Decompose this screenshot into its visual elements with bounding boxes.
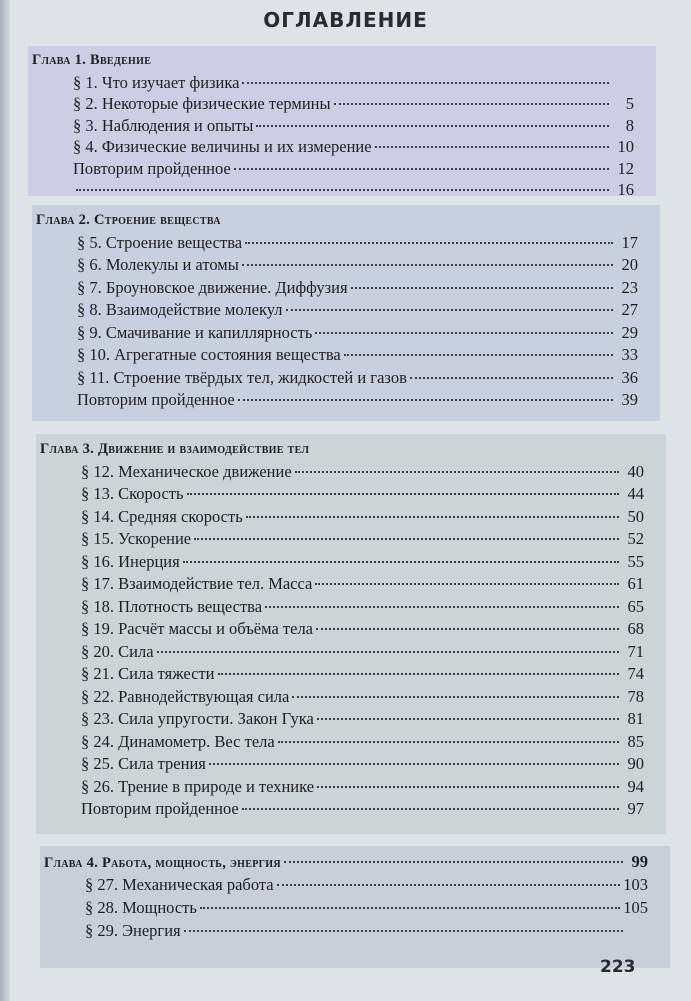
dot-leader [334, 103, 609, 105]
toc-entry-page: 12 [617, 158, 634, 178]
toc-entry[interactable] [36, 573, 644, 596]
toc-entry[interactable] [36, 461, 644, 484]
toc-entry[interactable] [32, 277, 638, 300]
toc-entry-title: Повторим пройденное [77, 390, 235, 409]
dot-leader [256, 125, 609, 127]
toc-entry-page: 23 [621, 277, 638, 297]
dot-leader [218, 673, 619, 675]
toc-entry-page: 61 [627, 574, 644, 593]
toc-entry-title: Повторим пройденное [73, 158, 231, 178]
toc-entry[interactable] [28, 158, 634, 180]
toc-entry-title: § 17. Взаимодействие тел. Масса [81, 574, 313, 593]
chapter-block-2 [32, 205, 660, 421]
toc-entry-title: § 7. Броуновское движение. Диффузия [77, 277, 348, 297]
chapter-page-number: 99 [631, 852, 648, 871]
chapter-heading[interactable] [28, 50, 634, 72]
dot-leader [315, 583, 619, 585]
toc-entry-page: 29 [621, 322, 638, 342]
toc-entry[interactable] [36, 686, 644, 709]
toc-entry[interactable] [32, 344, 638, 367]
dot-leader [284, 861, 623, 863]
toc-entry-title: § 8. Взаимодействие молекул [77, 300, 283, 319]
toc-entry-page: 36 [621, 367, 638, 387]
chapter-block-4 [40, 846, 670, 968]
dot-leader [242, 264, 613, 266]
toc-entry-title: § 3. Наблюдения и опыты [73, 115, 254, 135]
chapter-block-3 [36, 434, 666, 834]
toc-entry-title: § 27. Механическая работа [85, 875, 274, 894]
dot-leader [278, 741, 619, 743]
toc-entry[interactable] [32, 389, 638, 412]
toc-entry-title: § 22. Равнодействующая сила [81, 686, 290, 706]
toc-entry-title: § 25. Сила трения [81, 754, 206, 773]
dot-leader [286, 309, 614, 311]
dot-leader [344, 354, 613, 356]
toc-entry[interactable] [32, 367, 638, 390]
chapter-heading[interactable] [36, 438, 644, 461]
dot-leader [183, 561, 619, 563]
toc-entry[interactable] [36, 776, 644, 799]
toc-entry-page: 39 [621, 390, 638, 409]
dot-leader [317, 718, 619, 720]
dot-leader [410, 377, 613, 379]
toc-entry[interactable] [32, 232, 638, 255]
toc-entry-title: § 14. Средняя скорость [81, 506, 243, 526]
chapter-heading[interactable] [32, 209, 638, 232]
toc-entry[interactable] [36, 753, 644, 776]
toc-entry-title: § 28. Мощность [85, 898, 197, 917]
toc-entry-title: § 10. Агрегатные состояния вещества [77, 345, 341, 364]
toc-entry[interactable] [28, 93, 634, 115]
toc-entry[interactable] [36, 798, 644, 821]
toc-entry-title: § 26. Трение в природе и технике [81, 776, 315, 796]
toc-entry[interactable] [28, 115, 634, 137]
dot-leader [76, 189, 609, 191]
toc-entry[interactable] [32, 322, 638, 345]
toc-entry-page: 10 [617, 137, 634, 156]
dot-leader [200, 907, 620, 909]
toc-entry-title: § 5. Строение вещества [77, 232, 243, 252]
dot-leader [187, 493, 619, 495]
toc-entry-title: § 21. Сила тяжести [81, 664, 215, 683]
dot-leader [317, 786, 619, 788]
toc-entry[interactable] [28, 179, 634, 201]
dot-leader [351, 287, 613, 289]
dot-leader [316, 628, 619, 630]
toc-entry[interactable] [32, 254, 638, 277]
toc-entry[interactable] [36, 528, 644, 551]
toc-entry-title: § 24. Динамометр. Вес тела [81, 731, 275, 751]
toc-entry[interactable] [40, 873, 648, 896]
toc-entry-title: § 2. Некоторые физические термины [73, 94, 331, 113]
toc-entry-page: 20 [621, 255, 638, 274]
dot-leader [184, 930, 623, 932]
toc-entry-page: 65 [627, 596, 644, 616]
toc-entry-title: § 15. Ускорение [81, 529, 192, 548]
toc-entry[interactable] [36, 506, 644, 529]
toc-entry[interactable] [32, 299, 638, 322]
chapter-heading-text: Глава 4. Работа, мощность, энергия [44, 855, 281, 871]
chapter-heading-text: Глава 3. Движение и взаимодействие тел [40, 441, 310, 457]
toc-entry-title: § 16. Инерция [81, 551, 180, 571]
toc-entry[interactable] [36, 641, 644, 664]
dot-leader [246, 516, 619, 518]
toc-entry-title: § 9. Смачивание и капиллярность [77, 322, 313, 342]
dot-leader [242, 808, 619, 810]
toc-entry[interactable] [28, 72, 634, 94]
toc-entry-title: § 1. Что изучает физика [73, 72, 240, 92]
toc-entry-title: § 20. Сила [81, 641, 154, 661]
toc-entry-page: 33 [621, 345, 638, 364]
toc-entry-title: Повторим пройденное [81, 799, 239, 818]
toc-entry[interactable] [36, 731, 644, 754]
page-number: 223 [600, 957, 636, 977]
toc-entry-title: § 23. Сила упругости. Закон Гука [81, 709, 314, 728]
toc-entry-title: § 18. Плотность вещества [81, 596, 263, 616]
dot-leader [238, 399, 613, 401]
toc-entry-page: 55 [627, 551, 644, 571]
toc-entry-page: 94 [627, 776, 644, 796]
dot-leader [157, 651, 619, 653]
toc-entry-title: § 12. Механическое движение [81, 461, 292, 481]
toc-entry[interactable] [36, 708, 644, 731]
toc-entry-page: 68 [627, 619, 644, 638]
toc-entry-page: 71 [627, 641, 644, 661]
toc-entry-title: § 29. Энергия [85, 921, 181, 940]
dot-leader [375, 146, 609, 148]
toc-entry[interactable] [36, 483, 644, 506]
toc-entry-title: § 11. Строение твёрдых тел, жидкостей и газов [77, 367, 407, 387]
page-title: ОГЛАВЛЕНИЕ [263, 8, 428, 32]
dot-leader [242, 82, 609, 84]
toc-entry[interactable] [36, 551, 644, 574]
dot-leader [234, 168, 609, 170]
toc-entry-title: § 6. Молекулы и атомы [77, 255, 239, 274]
toc-entry-page: 17 [621, 232, 638, 252]
chapter-block-1 [28, 46, 656, 199]
chapter-heading[interactable] [40, 850, 648, 873]
dot-leader [295, 471, 619, 473]
toc-entry[interactable] [40, 919, 648, 942]
toc-entry-page: 27 [621, 300, 638, 319]
toc-entry-title: § 4. Физические величины и их измерение [73, 137, 372, 156]
toc-entry-page: 8 [625, 115, 634, 135]
dot-leader [194, 538, 619, 540]
chapter-heading-text: Глава 1. Введение [32, 52, 152, 68]
toc-entry-title: § 13. Скорость [81, 484, 184, 503]
chapter-heading-text: Глава 2. Строение вещества [36, 212, 221, 228]
toc-entry-title: § 19. Расчёт массы и объёма тела [81, 619, 313, 638]
dot-leader [292, 696, 619, 698]
toc-entry-page: 90 [627, 754, 644, 773]
toc-entry-page: 103 [623, 875, 648, 894]
toc-entry-page: 5 [625, 94, 634, 113]
toc-entry-page: 105 [623, 898, 648, 917]
toc-entry-page: 78 [627, 686, 644, 706]
toc-entry[interactable] [40, 896, 648, 919]
toc-entry-page: 16 [617, 180, 634, 199]
dot-leader [315, 332, 613, 334]
toc-entry[interactable] [36, 596, 644, 619]
toc-entry-page: 40 [627, 461, 644, 481]
dot-leader [265, 606, 619, 608]
toc-entry-page: 85 [627, 731, 644, 751]
page-edge-shadow [0, 0, 10, 1001]
toc-entry[interactable] [36, 618, 644, 641]
toc-entry[interactable] [36, 663, 644, 686]
toc-entry-page: 74 [627, 664, 644, 683]
toc-entry-page: 52 [627, 529, 644, 548]
dot-leader [245, 242, 613, 244]
dot-leader [277, 884, 621, 886]
toc-entry-page: 81 [627, 709, 644, 728]
toc-entry[interactable] [28, 136, 634, 158]
toc-entry-page: 97 [627, 799, 644, 818]
toc-entry-page: 44 [627, 484, 644, 503]
dot-leader [209, 763, 619, 765]
toc-entry-page: 50 [627, 506, 644, 526]
